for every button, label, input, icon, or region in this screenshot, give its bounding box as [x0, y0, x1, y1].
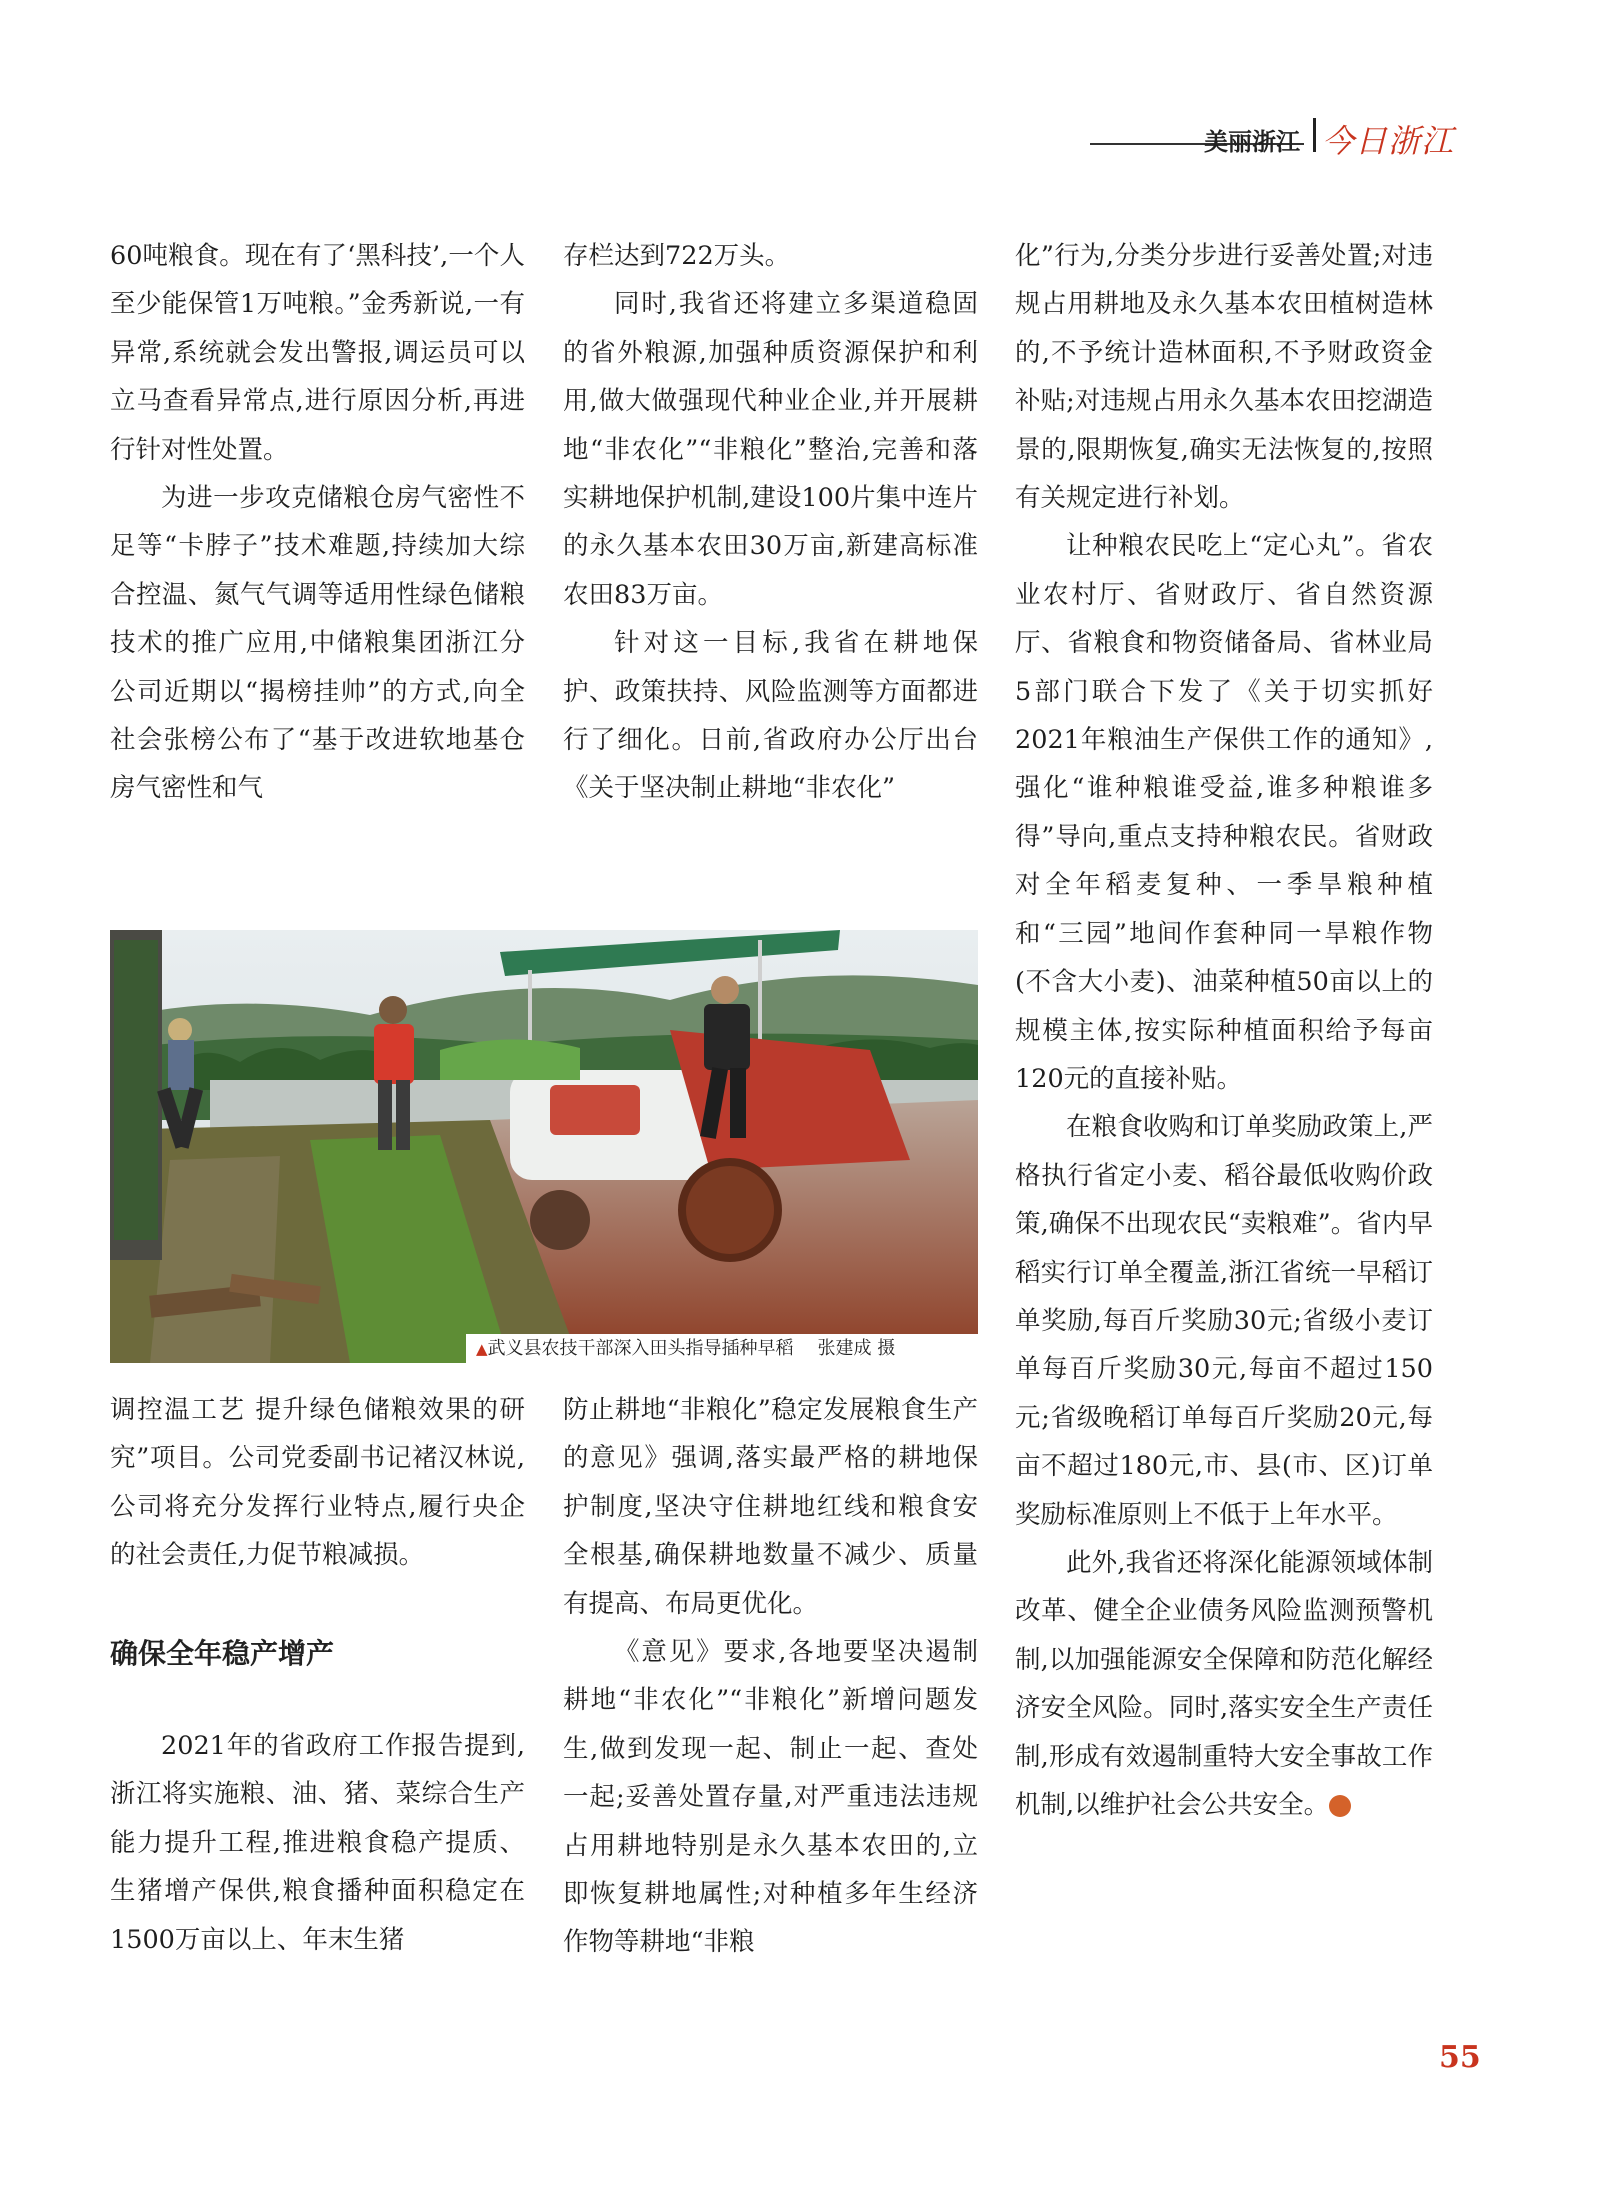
- paragraph: 为进一步攻克储粮仓房气密性不足等“卡脖子”技术难题,持续加大综合控温、氮气气调等适用性绿色储粮技术的推广应用,中储粮集团浙江分公司近期以“揭榜挂帅”的方式,向全社会张榜公布了“基于改进软地基仓房气密性和气: [110, 483, 525, 804]
- paragraph: 60吨粮食。现在有了‘黑科技’,一个人至少能保管1万吨粮。”金秀新说,一有异常,系统就会发出警报,调运员可以立马查看异常点,进行原因分析,再进行针对性处置。: [110, 241, 525, 465]
- column-1-bottom: [110, 1386, 525, 1580]
- column-1-top: [110, 232, 525, 813]
- header-section-title: 美丽浙江: [1204, 128, 1300, 156]
- paragraph: 《意见》要求,各地要坚决遏制耕地“非农化”“非粮化”新增问题发生,做到发现一起、制止一起、查处一起;妥善处置存量,对严重违法违规占用耕地特别是永久基本农田的,立即恢复耕地属性;对种植多年生经济作物等耕地“非粮: [563, 1637, 978, 1958]
- paragraph: 调控温工艺 提升绿色储粮效果的研究”项目。公司党委副书记褚汉林说,公司将充分发挥行业特点,履行央企的社会责任,力促节粮减损。: [110, 1395, 525, 1571]
- column-1-section: [110, 1722, 525, 1964]
- column-3: [1015, 232, 1433, 1829]
- article-photo: [110, 930, 978, 1363]
- paragraph: 同时,我省还将建立多渠道稳固的省外粮源,加强种质资源保护和利用,做大做强现代种业企业,并开展耕地“非农化”“非粮化”整治,完善和落实耕地保护机制,建设100片集中连片的永久基本农田30万亩,新建高标准农田83万亩。: [563, 289, 978, 610]
- paragraph: 化”行为,分类分步进行妥善处置;对违规占用耕地及永久基本农田植树造林的,不予统计造林面积,不予财政资金补贴;对违规占用永久基本农田挖湖造景的,限期恢复,确实无法恢复的,按照有关规定进行补划。: [1015, 241, 1433, 514]
- photo-credit: 张建成 摄: [817, 1338, 896, 1359]
- paragraph: 针对这一目标,我省在耕地保护、政策扶持、风险监测等方面都进行了细化。日前,省政府办公厅出台《关于坚决制止耕地“非农化”: [563, 628, 978, 804]
- page-number: 55: [1439, 2040, 1481, 2075]
- photo-caption: [466, 1334, 978, 1363]
- column-2-bottom: [563, 1386, 978, 1967]
- paragraph: 存栏达到722万头。: [563, 241, 791, 271]
- paragraph: 让种粮农民吃上“定心丸”。省农业农村厅、省财政厅、省自然资源厅、省粮食和物资储备局、省林业局5部门联合下发了《关于切实抓好2021年粮油生产保供工作的通知》,强化“谁种粮谁受益,谁多种粮谁多得”导向,重点支持种粮农民。省财政对全年稻麦复种、一季旱粮种植和“三园”地间作套种同一旱粮作物(不含大小麦)、油菜种植50亩以上的规模主体,按实际种植面积给予每亩120元的直接补贴。: [1015, 531, 1433, 1094]
- header-separator: [1313, 118, 1316, 152]
- paragraph: 在粮食收购和订单奖励政策上,严格执行省定小麦、稻谷最低收购价政策,确保不出现农民“卖粮难”。省内早稻实行订单全覆盖,浙江省统一早稻订单奖励,每百斤奖励30元;省级小麦订单每百斤奖励30元,每亩不超过150元;省级晚稻订单每百斤奖励20元,每亩不超过180元,市、县(市、区)订单奖励标准原则上不低于上年水平。: [1015, 1112, 1433, 1530]
- end-mark-icon: 今: [1329, 1795, 1351, 1817]
- column-2-top: [563, 232, 978, 813]
- paragraph: 2021年的省政府工作报告提到,浙江将实施粮、油、猪、菜综合生产能力提升工程,推进粮食稳产提质、生猪增产保供,粮食播种面积稳定在1500万亩以上、年末生猪: [110, 1731, 525, 1955]
- magazine-logo: 今日浙江: [1322, 122, 1455, 160]
- paragraph: 防止耕地“非粮化”稳定发展粮食生产的意见》强调,落实最严格的耕地保护制度,坚决守住耕地红线和粮食安全根基,确保耕地数量不减少、质量有提高、布局更优化。: [563, 1395, 978, 1619]
- caption-triangle-icon: ▲: [476, 1340, 488, 1358]
- paragraph-final: [1015, 1539, 1433, 1829]
- paragraph-text: 此外,我省还将深化能源领域体制改革、健全企业债务风险监测预警机制,以加强能源安全保障和防范化解经济安全风险。同时,落实安全生产责任制,形成有效遏制重特大安全事故工作机制,以维护社会公共安全。: [1015, 1547, 1433, 1820]
- caption-text: 武义县农技干部深入田头指导插种早稻: [487, 1338, 794, 1359]
- section-heading: 确保全年稳产增产: [110, 1637, 335, 1670]
